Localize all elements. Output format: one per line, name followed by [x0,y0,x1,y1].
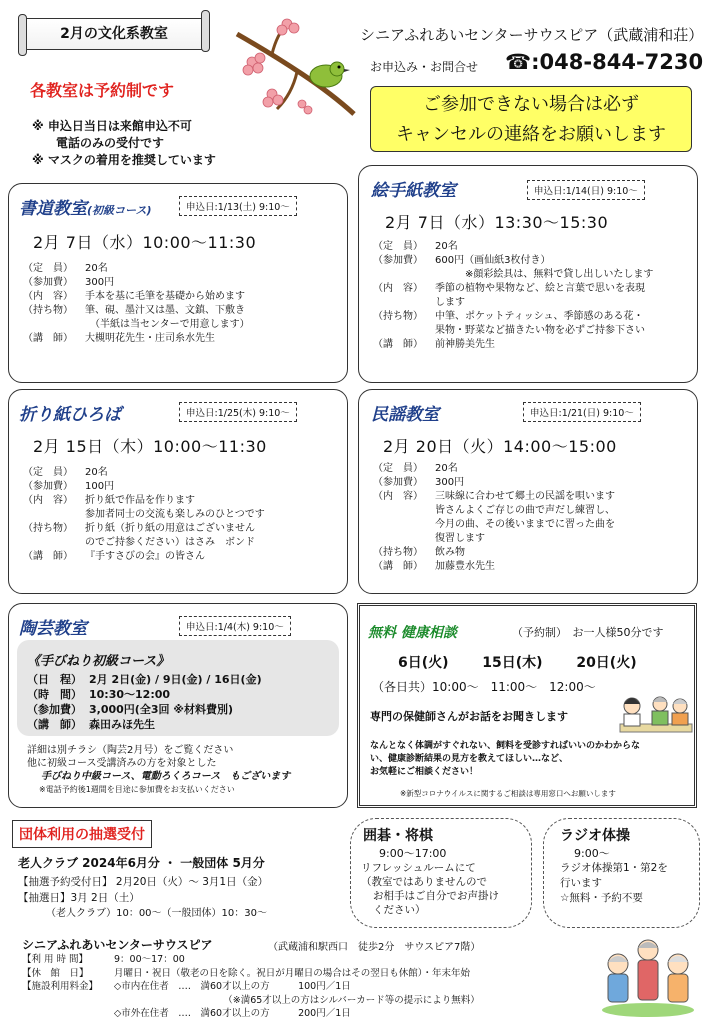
footer-center-name: シニアふれあいセンターサウスピア [22,938,213,952]
detail-value: ※顔彩絵具は、無料で貸し出しいたします [435,269,654,280]
group-lottery-line: 【抽選日】3月 2日（土） [18,892,140,904]
detail-value: 月曜日・祝日（敬老の日を除く。祝日が月曜日の場合はその翌日も休館）・年末年始 [114,967,471,979]
detail-label: （持ち物） [23,523,73,534]
detail-value: 季節の植物や果物など、絵と言葉で思いを表現 [435,283,645,294]
consultation-people-icon [618,690,694,740]
minyo-class-card [358,389,698,594]
detail-label: （持ち物） [23,305,73,316]
igo-line: リフレッシュルームにて [361,862,476,874]
radio-title: ラジオ体操 [560,828,630,844]
detail-label: （講 師） [23,551,73,562]
detail-label: （参加費） [373,255,423,266]
consult-text-line: お気軽にご相談ください！ [370,767,479,777]
igo-line: お相手はご自分でお声掛け [373,890,499,902]
detail-value: 折り紙で作品を作ります [85,495,195,506]
detail-value: 前神勝美先生 [435,339,495,350]
detail-label: （内 容） [23,291,73,302]
consult-date: 20日(火) [576,655,637,671]
etegami-title: 絵手紙教室 [371,181,456,201]
tougei-title: 陶芸教室 [19,619,87,639]
class-details [23,466,265,564]
course-title: 《手びねり初級コース》 [27,654,170,669]
detail-row [23,522,265,536]
notes [32,118,216,169]
detail-value: 皆さんよくご存じの曲で声だし練習し、 [435,505,615,516]
plum-blossom-bird-icon [232,14,357,119]
detail-value: 20名 [85,263,108,274]
seniors-group-icon [600,930,696,1018]
detail-value: 果物・野菜など描きたい物を必ずご持参下さい [435,325,645,336]
reserve-note: （予約制） お一人様50分です [512,626,664,639]
detail-label: （定 員） [23,467,73,478]
detail-label [23,318,85,332]
detail-label [22,1007,114,1021]
apply-date: 申込日:1/21(日) 9:10～ [523,402,641,422]
detail-label: （内 容） [23,495,73,506]
detail-label: （定 員） [373,241,423,252]
detail-row [373,310,653,324]
class-datetime: 2月 15日（木）10:00～11:30 [33,437,267,456]
center-name: シニアふれあいセンターサウスピア（武蔵浦和荘） [360,26,704,44]
detail-row [23,318,250,332]
igo-time: 9:00～17:00 [379,847,447,860]
detail-row [373,476,615,490]
detail-label: （講 師） [27,718,82,731]
detail-row [373,282,653,296]
detail-row [23,494,265,508]
detail-value: 20名 [85,467,108,478]
radio-line: ☆無料・予約不要 [560,892,643,904]
detail-value: のでご持参ください）はさみ ボンド [85,537,255,548]
shodo-title: 書道教室(初級コース) [19,199,152,219]
detail-label: （講 師） [23,333,73,344]
radio-time: 9:00～ [574,847,610,860]
detail-row [22,953,480,967]
detail-value: 大槻明花先生・庄司糸水先生 [85,333,215,344]
consult-note: ※新型コロナウイルスに関するご相談は専用窓口へお願いします [400,789,616,798]
detail-row [23,550,265,564]
month-banner-text: 2月の文化系教室 [60,26,168,42]
detail-label [23,508,85,522]
detail-row [373,560,615,574]
consult-text [370,740,640,779]
detail-label [373,268,435,282]
detail-label [22,994,114,1008]
detail-value: 10:30～12:00 [89,688,171,701]
detail-value: 森田みほ先生 [89,718,155,731]
detail-value: 筆、硯、墨汁又は墨、文鎮、下敷き [85,305,245,316]
detail-label: 【休 館 日】 [22,967,89,979]
consult-desc: 専門の保健師さんがお話をお聞きします [370,710,568,723]
radio-line: 行います [560,877,602,889]
detail-row [27,702,262,717]
detail-label: （参加費） [373,477,423,488]
detail-label: （定 員） [373,463,423,474]
detail-row [22,967,480,981]
igo-title: 囲碁・将棋 [363,828,433,844]
shodo-class-card [8,183,348,383]
detail-row [22,1007,480,1021]
detail-label: （講 師） [373,339,423,350]
detail-value: 300円 [435,477,465,488]
class-datetime: 2月 7日（水）10:00～11:30 [33,233,257,252]
origami-title: 折り紙ひろば [19,405,121,425]
cancel-line: キャンセルの連絡をお願いします [396,124,666,145]
detail-row [27,717,262,732]
month-banner [18,14,210,50]
detail-value: 2月 2日(金) / 9日(金) / 16日(金) [89,673,262,686]
detail-label: （参加費） [23,481,73,492]
detail-label: （定 員） [23,263,73,274]
detail-row [373,504,615,518]
detail-label: （日 程） [27,673,82,686]
minyo-title: 民謡教室 [371,405,439,425]
note-line: 電話のみの受付です [32,136,165,150]
detail-label: （内 容） [373,283,423,294]
detail-value: 飲み物 [435,547,465,558]
detail-value: ◇市外在住者 ‥‥ 満60才以上の方 200円／1日 [114,1008,351,1019]
detail-row [27,687,262,702]
detail-row [373,518,615,532]
detail-row [373,296,653,310]
igo-line: （教室ではありませんので [361,876,487,888]
health-consult-title: 無料 健康相談 [368,625,457,641]
detail-row [22,994,480,1008]
note-line: 他に初級コース受講済みの方を対象とした [27,758,217,769]
detail-value: 『手すさびの会』の皆さん [85,551,205,562]
etegami-class-card [358,165,698,383]
consult-times: （各日共）10:00～ 11:00～ 12:00～ [372,680,596,694]
consult-date: 6日(火) [398,655,449,671]
class-details [373,240,653,352]
detail-value: 折り紙（折り紙の用意はございません [85,523,255,534]
detail-value: 9：00～17：00 [114,954,185,965]
class-details [27,672,262,732]
group-lottery-line: 老人クラブ 2024年6月分 ・ 一般団体 5月分 [18,856,265,870]
detail-value: ◇市内在住者 ‥‥ 満60才以上の方 100円／1日 [114,981,351,992]
phone-number[interactable]: ☎:048-844-7230 [505,50,704,74]
apply-date: 申込日:1/4(木) 9:10～ [179,616,291,636]
detail-row [373,532,615,546]
note-line: ※ 申込日当日は来館申込不可 [32,119,192,133]
detail-row [23,276,250,290]
detail-label [373,296,435,310]
group-lottery-section [10,818,340,928]
tougei-notes [27,744,290,796]
detail-row [23,290,250,304]
cancel-line: ご参加できない場合は必ず [423,94,639,115]
detail-label [373,518,435,532]
detail-label [373,532,435,546]
detail-label: 【利 用 時 間】 [22,954,89,965]
class-datetime: 2月 20日（火）14:00～15:00 [383,437,617,456]
class-details [373,462,615,574]
detail-row [373,546,615,560]
cancel-notice [370,86,692,152]
detail-row [23,304,250,318]
detail-row [23,536,265,550]
detail-row [373,490,615,504]
igo-shogi-card [350,818,532,928]
consult-text-line: なんとなく体調がすぐれない、飼料を受診すればいいのかわからな [370,741,641,751]
detail-row [373,462,615,476]
detail-value: 300円 [85,277,115,288]
detail-label: （持ち物） [373,547,423,558]
detail-value: 参加者同士の交流も楽しみのひとつです [85,509,265,520]
detail-value: 20名 [435,241,458,252]
detail-label: （内 容） [373,491,423,502]
detail-value: 100円 [85,481,115,492]
detail-row [373,268,653,282]
detail-label: （持ち物） [373,311,423,322]
detail-value: 600円（画仙紙3枚付き） [435,255,551,266]
note-line: ※ マスクの着用を推奨しています [32,153,216,167]
note-line: ※電話予約後1週間を目途に参加費をお支払いください [39,785,235,794]
origami-class-card [8,389,348,594]
detail-label [23,536,85,550]
detail-row [373,324,653,338]
detail-value: 手本を基に毛筆を基礎から始めます [85,291,245,302]
detail-row [23,508,265,522]
detail-label: （参加費） [23,277,73,288]
detail-row [23,262,250,276]
detail-row [23,466,265,480]
consult-dates [398,652,637,672]
tougei-course-box [17,640,339,736]
group-lottery-line: 【抽選予約受付日】 2月20日（火）～ 3月1日（金） [18,876,269,888]
detail-value: 三味線に合わせて郷土の民謡を唄います [435,491,615,502]
note-line: 手びねり中級コース、電動ろくろコース もございます [41,771,291,782]
igo-line: ください） [373,904,426,916]
consult-date: 15日(木) [482,655,543,671]
detail-value: 20名 [435,463,458,474]
apply-date: 申込日:1/25(木) 9:10～ [179,402,297,422]
igo-lines [361,861,499,917]
detail-value: 3,000円(全3回 ※材料費別) [89,703,234,716]
detail-row [23,480,265,494]
apply-date: 申込日:1/13(土) 9:10～ [179,196,297,216]
detail-label [373,324,435,338]
detail-label: （講 師） [373,561,423,572]
health-consult-card [357,603,697,808]
detail-value: します [435,297,465,308]
consult-text-line: い、健康診断結果の見方を教えてほしい…など、 [370,754,569,764]
detail-row [373,240,653,254]
detail-value: 加藤豊水先生 [435,561,495,572]
group-lottery-line: （老人クラブ）10：00～（一般団体）10：30～ [46,908,267,919]
footer-access: （武蔵浦和駅西口 徒歩2分 サウスピア7階） [268,942,481,953]
detail-label [373,504,435,518]
contact-label: お申込み・お問合せ [370,60,479,74]
radio-taiso-card [543,818,700,928]
radio-lines [560,861,668,906]
detail-value: （※満65才以上の方はシルバーカード等の提示により無料） [114,994,480,1006]
detail-row [27,672,262,687]
detail-value: 中筆、ポケットティッシュ、季節感のある花・ [435,311,644,322]
detail-label: （参加費） [27,703,82,716]
detail-label: 【施設利用料金】 [22,981,99,992]
detail-row [373,254,653,268]
detail-value: （半紙は当センターで用意します） [85,319,250,330]
detail-value: 復習します [435,533,485,544]
detail-value: 今月の曲、その後いままでに習った曲を [435,519,615,530]
detail-row [23,332,250,346]
apply-date: 申込日:1/14(日) 9:10～ [527,180,645,200]
reservation-notice: 各教室は予約制です [30,81,175,100]
detail-label: （時 間） [27,688,82,701]
class-details [23,262,250,346]
note-line: 詳細は別チラシ（陶芸2月号）をご覧ください [27,745,234,756]
group-lottery-title: 団体利用の抽選受付 [12,820,152,848]
detail-row [373,338,653,352]
detail-row [22,980,480,994]
class-datetime: 2月 7日（水）13:30～15:30 [385,213,609,232]
footer-details [22,953,480,1021]
tougei-class-card [8,603,348,808]
radio-line: ラジオ体操第1・第2を [560,862,668,874]
